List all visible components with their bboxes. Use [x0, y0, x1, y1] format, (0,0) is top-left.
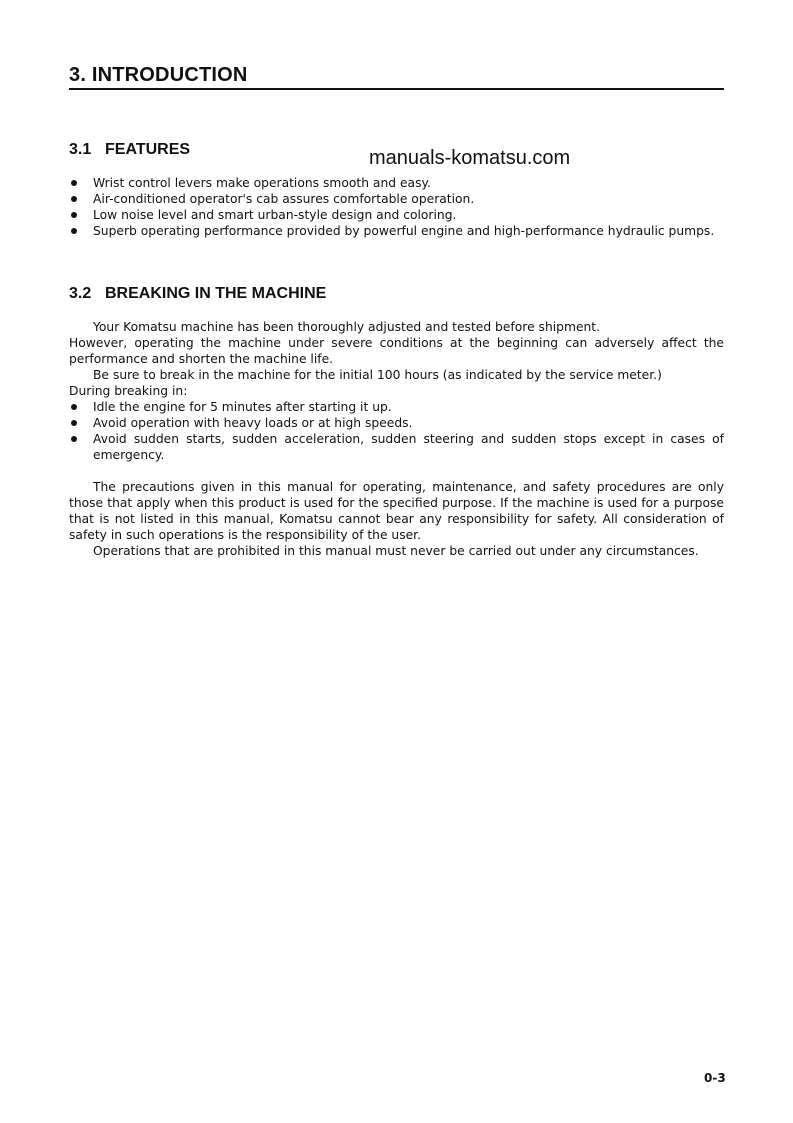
chapter-title: 3. INTRODUCTION [69, 62, 724, 90]
bullet-text: Air-conditioned operator's cab assures comfortable operation. [93, 192, 475, 206]
page-number: 0-3 [704, 1071, 726, 1085]
list-item [69, 207, 724, 223]
bullet-icon [71, 436, 77, 442]
bullet-text: Superb operating performance provided by powerful engine and high-performance hydraulic pumps. [93, 224, 715, 238]
bullet-text: Avoid sudden starts, sudden acceleration, sudden steering and sudden stops except in cases of emergency. [93, 432, 724, 462]
bullet-icon [71, 404, 77, 410]
paragraph: During breaking in: [69, 384, 188, 398]
bullet-icon [71, 420, 77, 426]
paragraph: However, operating the machine under severe conditions at the beginning can adversely affect the performance and shorten the machine life. [69, 336, 724, 366]
list-item [69, 175, 724, 191]
list-item [69, 191, 724, 207]
paragraph: The precautions given in this manual for operating, maintenance, and safety procedures are only those that apply when this product is used for the specified purpose. If the machine is used for a purpose that is not listed in this manual, Komatsu cannot bear any responsibility for safety. All consideration of safety in such operations is the responsibility of the user. [69, 480, 724, 542]
section-number: 3.1 [69, 141, 92, 158]
section-number: 3.2 [69, 285, 92, 302]
bullet-icon [71, 180, 77, 186]
list-item [69, 223, 724, 239]
section-heading-breaking-in [69, 284, 326, 304]
bullet-text: Low noise level and smart urban-style design and coloring. [93, 208, 457, 222]
bullet-text: Wrist control levers make operations smooth and easy. [93, 176, 431, 190]
bullet-text: Avoid operation with heavy loads or at high speeds. [93, 416, 413, 430]
list-item [69, 431, 724, 463]
section-heading-features [69, 140, 190, 160]
watermark-text: manuals-komatsu.com [369, 147, 571, 169]
bullet-icon [71, 212, 77, 218]
paragraph: Operations that are prohibited in this manual must never be carried out under any circumstances. [93, 544, 699, 558]
paragraph: Be sure to break in the machine for the initial 100 hours (as indicated by the service meter.) [93, 368, 662, 382]
bullet-icon [71, 196, 77, 202]
paragraph: Your Komatsu machine has been thoroughly adjusted and tested before shipment. [93, 320, 601, 334]
list-item [69, 399, 724, 415]
bullet-icon [71, 228, 77, 234]
list-item [69, 415, 724, 431]
breaking-in-body [69, 319, 724, 559]
features-body [69, 175, 724, 239]
section-title: BREAKING IN THE MACHINE [105, 285, 327, 302]
bullet-text: Idle the engine for 5 minutes after starting it up. [93, 400, 392, 414]
section-title: FEATURES [105, 141, 191, 158]
features-list [69, 175, 724, 239]
breaking-in-list [69, 399, 724, 463]
